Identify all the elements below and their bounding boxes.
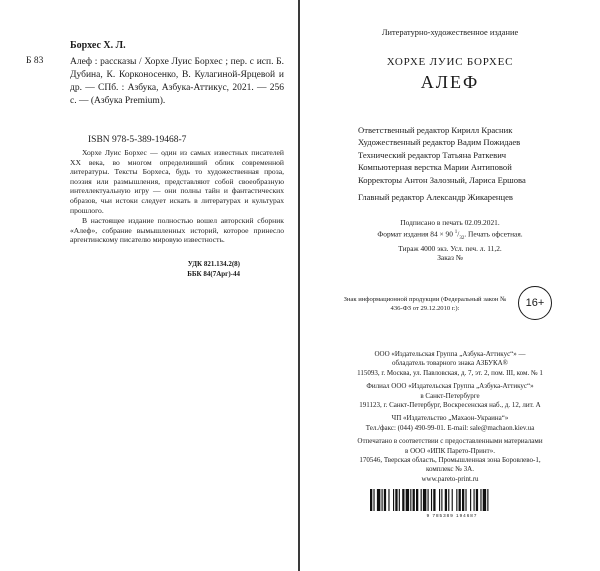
barcode-bar: [476, 489, 478, 511]
barcode-bar: [483, 489, 486, 511]
barcode-bar: [433, 489, 435, 511]
barcode-bar: [377, 489, 380, 511]
barcode-bar: [448, 489, 449, 511]
credits-list: [358, 124, 526, 203]
credit-line: Корректоры Антон Залозный, Лариса Ершова: [358, 174, 526, 185]
barcode-bar: [410, 489, 411, 511]
annotation-paragraph: Хорхе Луис Борхес — один из самых известных писателей XX века, во многом определивший облик современной литературы. Тексты Борхеса, будь то художественная проза, поэзия или размышления, представляют собой своеобразную интеллектуальную игру — они полны тайн и фантастических образов, чьи истоки следует искать в литературах и культурах прошлого.: [70, 148, 284, 215]
udk-code: УДК 821.134.2(8): [187, 260, 240, 268]
bbk-code: Б 83: [26, 56, 44, 66]
barcode-number: 9 785389 194687: [426, 513, 478, 518]
print-details: [300, 218, 600, 263]
barcode-bar: [452, 489, 453, 511]
product-sign-notice: Знак информационной продукции (Федеральный закон № 436-ФЗ от 29.12.2010 г.):: [343, 296, 507, 312]
print-format: Формат издания 84 × 90 $^1/_{32}$. Печать офсетная.: [377, 229, 523, 241]
barcode-bar: [439, 489, 440, 511]
barcode-icon: [368, 489, 536, 511]
publisher-line: ООО «Издательская Группа „Азбука-Аттикус“» —: [374, 350, 526, 358]
publisher-line: ЧП «Издательство „Махаон-Украина“»: [391, 414, 509, 423]
barcode-bar: [480, 489, 481, 511]
publisher-line: Отпечатано в соответствии с предоставленными материалами: [357, 437, 543, 446]
credit-line: Ответственный редактор Кирилл Красник: [358, 125, 513, 135]
right-page: [300, 0, 600, 571]
barcode-bar: [423, 489, 426, 511]
chief-editor: Главный редактор Александр Жикаренцев: [358, 192, 513, 203]
barcode-bar: [462, 489, 464, 511]
barcode-bar: [456, 489, 457, 511]
barcode-bar: [465, 489, 466, 511]
barcode-bar: [413, 489, 415, 511]
barcode-bar: [370, 489, 372, 511]
publisher-line: в Санкт-Петербурге: [420, 391, 480, 400]
publisher-line: 191123, г. Санкт-Петербург, Воскресенская наб., д. 12, лит. А: [359, 401, 541, 410]
barcode-bar: [470, 489, 471, 511]
bibliographic-record: [70, 56, 284, 108]
barcode-bar: [441, 489, 442, 511]
annotation-paragraph: В настоящее издание полностью вошел авторский сборник «Алеф», собрание вымышленных историй, которое принесло аргентинскому писателю мировую известность.: [70, 216, 284, 245]
credit-line: Художественный редактор Вадим Пожидаев: [358, 137, 521, 148]
barcode-bar: [474, 489, 475, 511]
publisher-line: Филиал ООО «Издательская Группа „Азбука-Аттикус“»: [366, 382, 534, 391]
left-page: [0, 0, 298, 571]
publisher-line: обладатель товарного знака АЗБУКА®: [392, 359, 508, 368]
publisher-info: [300, 350, 600, 484]
print-run: Тираж 4000 экз. Усл. печ. л. 11,2.: [398, 243, 502, 253]
format-prefix: Формат издания 84 × 90: [377, 229, 453, 239]
isbn: ISBN 978-5-389-19468-7: [88, 135, 187, 145]
barcode-bar: [388, 489, 389, 511]
barcode-bar: [395, 489, 397, 511]
edition-type: Литературно-художественное издание: [381, 28, 519, 37]
credit-line: Технический редактор Татьяна Раткевич: [358, 149, 507, 160]
barcode-bar: [445, 489, 447, 511]
barcode-bar: [431, 489, 432, 511]
barcode-bar: [459, 489, 461, 511]
barcode-bar: [416, 489, 418, 511]
format-suffix: . Печать офсетная.: [464, 229, 523, 239]
bibliographic-text: Алеф : рассказы / Хорхе Луис Борхес ; пер. с исп. Б. Дубина, К. Корконосенко, В. Кулагиной-Ярцевой и др. — СПб. : Азбука, Азбука-Аттикус, 2021. — 256 с. — (Азбука Premium).: [70, 57, 284, 106]
barcode-bar: [382, 489, 383, 511]
order-number: Заказ №: [437, 253, 463, 263]
publisher-line: в ООО «ИПК Парето-Принт».: [405, 446, 495, 455]
barcode-bar: [393, 489, 394, 511]
format-fraction-numerator: 1: [454, 229, 458, 235]
author-heading: Борхес Х. Л.: [70, 40, 126, 51]
barcode-bar: [421, 489, 422, 511]
barcode-bar: [487, 489, 488, 511]
publisher-line: www.pareto-print.ru: [421, 474, 479, 483]
publisher-line: 170546, Тверская область, Промышленная зона Боровлево-1,: [359, 456, 541, 465]
age-rating-label: 16+: [525, 297, 545, 309]
barcode-bar: [428, 489, 429, 511]
barcode-bar: [399, 489, 400, 511]
format-fraction-denominator: 32: [459, 235, 465, 241]
barcode-bar: [402, 489, 404, 511]
classification-codes: [187, 260, 240, 279]
book-author: ХОРХЕ ЛУИС БОРХЕС: [386, 56, 514, 68]
book-title: АЛЕФ: [420, 72, 480, 92]
barcode-bar: [406, 489, 409, 511]
signed-to-print: Подписано в печать 02.09.2021.: [400, 218, 500, 227]
age-rating-badge: [518, 286, 552, 320]
barcode-bar: [384, 489, 386, 511]
barcode-bar: [373, 489, 374, 511]
publisher-line: комплекс № 3А.: [425, 465, 474, 474]
credit-line: Компьютерная верстка Марии Антиповой: [358, 162, 512, 173]
bbk-classification: ББК 84(7Арг)-44: [187, 269, 240, 278]
publisher-line: 115093, г. Москва, ул. Павловская, д. 7, эт. 2, пом. III, ком. № 1: [357, 368, 543, 377]
annotation: [70, 148, 284, 245]
barcode: [368, 489, 536, 521]
publisher-line: Тел./факс: (044) 490-99-01. E-mail: sale@machaon.kiev.ua: [365, 423, 535, 432]
